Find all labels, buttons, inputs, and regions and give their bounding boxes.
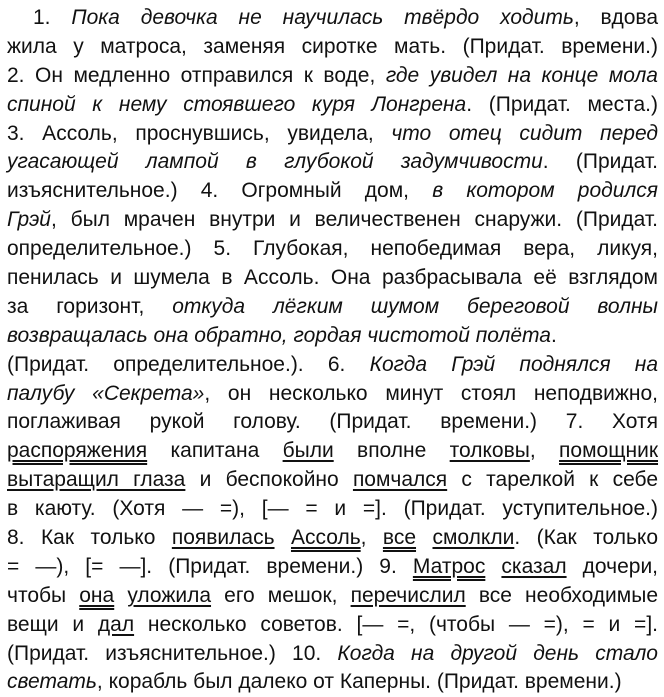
text-line [7,91,658,120]
text-run: , вдова [573,6,658,29]
italic-clause: палубу «Секрета» [7,381,205,405]
predicate-underline: сказал [501,554,567,578]
text-line [7,380,658,409]
predicate-underline: появилась [171,526,275,550]
italic-clause: Когда на другой день стало [337,641,658,665]
text-run: . (Придат. [542,150,658,174]
subject-underline: распоряжения [7,439,148,463]
italic-clause: спиной к нему стоявшего куря Лонгрена [7,92,467,116]
text-run: капитана [147,439,283,463]
text-run: поглаживая рукой голову. (Придат. времени.) 7. Хотя [7,410,658,434]
text-run: . (Придат. места.) [466,92,658,116]
predicate-underline: были [282,439,334,463]
text-line [7,582,658,611]
italic-clause: Пока девочка не научилась твёрдо ходить [71,6,574,29]
predicate-underline: уложила [127,583,212,607]
italic-clause: откуда лёгким шумом береговой волны [172,294,658,318]
text-run: , он несколько минут стоял неподвижно, [204,381,659,405]
italic-clause: угасающей лампой в глубокой задумчивости [7,150,543,174]
text-line [7,553,658,582]
italic-clause: что отец сидит перед [391,121,658,145]
text-line [7,640,658,669]
text-run: , [529,439,560,463]
italic-clause: светать [7,670,97,694]
text-run: с тарелкой к себе [447,468,659,492]
text-run: = —), [= —]. (Придат. времени.) 9. [7,554,413,578]
text-run [114,584,127,607]
text-line [7,4,658,33]
text-run: . [550,323,557,347]
subject-underline: помощник [559,439,659,463]
subject-underline: Ассоль [290,526,361,550]
text-run [275,526,291,549]
subject-underline: Матрос [412,554,486,578]
text-line [7,120,658,149]
predicate-underline: помчался [352,468,448,492]
text-run: (Придат. изъяснительное.) 10. [7,641,338,665]
text-line [7,206,658,235]
text-run: и беспокойно [185,468,353,492]
text-run: , корабль был далеко от Каперны. (Придат. времени.) [96,670,622,694]
predicate-underline: смолкли [432,526,515,550]
text-line [7,524,658,553]
text-run: все необходимые [465,583,659,607]
text-run: чтобы [7,583,80,607]
text-run [485,555,501,578]
italic-clause: в котором родился [432,179,658,203]
text-line [7,235,658,264]
text-run: несколько советов. [— =, (чтобы — =), = и =]. [134,612,658,636]
italic-clause: Когда Грэй поднялся на [369,352,658,376]
text-run: его мешок, [211,583,351,607]
text-run: 3. Ассоль, проснувшись, увидела, [7,121,392,145]
text-line [7,62,658,91]
predicate-underline: вытаращил глаза [7,468,186,492]
text-run: , [360,526,383,550]
predicate-underline: дал [97,612,135,636]
text-run: (Придат. определительное.). 6. [7,352,370,376]
subject-underline: все [382,526,417,550]
text-run: . (Как только [514,526,659,550]
text-run: в каюту. (Хотя — =), [— = и =]. (Придат. уступительное.) [7,497,658,521]
text-line [7,351,658,380]
italic-clause: возвращалась она обратно, гордая чистотой полёта [7,323,551,347]
text-run: 8. Как только [7,526,172,550]
italic-clause: Грэй [7,208,51,232]
text-run: 1. [33,6,72,29]
text-line [7,437,658,466]
text-run: вполне [333,439,450,463]
text-run: 2. Он медленно отправился к воде, [7,63,386,87]
text-line [7,264,658,293]
text-line [7,293,658,322]
text-run: определительное.) 5. Глубокая, непобедимая вера, ликуя, [7,237,658,261]
text-run: , был мрачен внутри и величественен снаружи. (Придат. [50,208,658,232]
predicate-underline: толковы [449,439,530,463]
text-run: за горизонт, [7,294,173,318]
text-run [416,526,432,549]
text-line [7,148,658,177]
text-run: вещи и [7,612,98,636]
text-run: дочери, [566,554,659,578]
text-line [7,668,658,697]
text-line [7,466,658,495]
text-line [7,177,658,206]
text-run: изъяснительное.) 4. Огромный дом, [7,179,433,203]
italic-clause: где увидел на конце мола [385,63,658,87]
text-line [7,408,658,437]
text-line [7,611,658,640]
subject-underline: она [79,583,115,607]
predicate-underline: перечислил [350,583,466,607]
text-run: пенилась и шумела в Ассоль. Она разбрасывала её взглядом [7,266,658,290]
text-line [7,495,658,524]
text-run: жила у матроса, заменяя сиротке мать. (Придат. времени.) [7,34,658,58]
text-line [7,33,658,62]
text-line [7,322,658,351]
